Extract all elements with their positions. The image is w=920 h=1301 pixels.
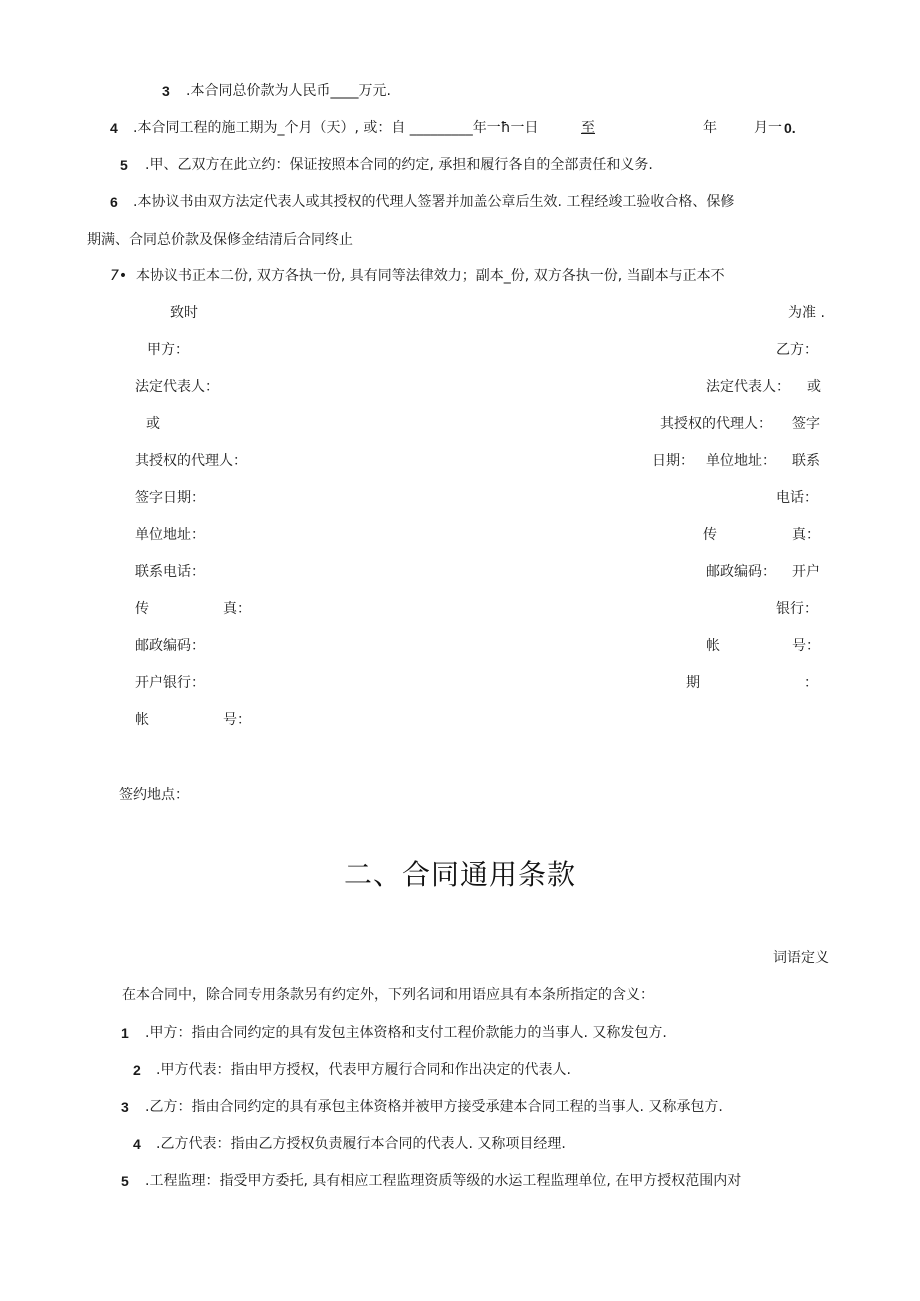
definition-item-text: .工程监理：指受甲方委托, 具有相应工程监理资质等级的水运工程监理单位, 在甲方授权范围内对: [145, 1173, 742, 1189]
party-b-agent-sign: 签字: [792, 416, 820, 432]
party-a-fax-a: 传: [135, 601, 149, 617]
party-b-period-a: 期: [686, 675, 700, 691]
party-b-fax-b: 真：: [792, 527, 820, 543]
party-b-postcode: 邮政编码：: [706, 564, 776, 580]
definition-item-number: 1: [121, 1025, 129, 1041]
clause-7-left: 致时: [170, 305, 198, 321]
clause-6-text: .本协议书由双方法定代表人或其授权的代理人签署并加盖公章后生效. 工程经竣工验收合格、保修: [133, 194, 735, 210]
definition-item-text: .甲方：指由合同约定的具有发包主体资格和支付工程价款能力的当事人. 又称发包方.: [145, 1025, 667, 1041]
party-a-address: 单位地址：: [135, 527, 205, 543]
party-b-address: 单位地址：: [706, 453, 776, 469]
clause-4-text: .本合同工程的施工期为_个月（天）, 或：自 _________年一ħ一日: [133, 120, 539, 136]
party-a-or: 或: [146, 416, 160, 432]
definition-item-number: 5: [121, 1173, 129, 1189]
party-a-postcode: 邮政编码：: [135, 638, 205, 654]
party-b-open: 开户: [792, 564, 820, 580]
party-b-account-b: 号：: [792, 638, 820, 654]
clause-4-month: 月一: [754, 120, 782, 136]
clause-7-text: 本协议书正本二份, 双方各执一份, 具有同等法律效力；副本_份, 双方各执一份, 当副本与正本不: [136, 268, 725, 284]
party-b-period-b: ：: [804, 675, 818, 691]
party-b-agent: 其授权的代理人：: [660, 416, 772, 432]
party-a-account-a: 帐: [135, 712, 149, 728]
party-b-contact: 联系: [792, 453, 820, 469]
party-b-title: 乙方：: [776, 342, 818, 358]
sign-place-label: 签约地点：: [119, 787, 189, 803]
definition-item-text: .甲方代表：指由甲方授权，代表甲方履行合同和作出决定的代表人.: [156, 1062, 571, 1078]
party-b-rep-or: 或: [807, 379, 821, 395]
party-b-account-a: 帐: [706, 638, 720, 654]
party-a-legal-rep: 法定代表人：: [135, 379, 219, 395]
definitions-heading: 词语定义: [773, 950, 829, 966]
party-a-bank: 开户银行：: [135, 675, 205, 691]
clause-5-text: .甲、乙双方在此立约：保证按照本合同的约定, 承担和履行各自的全部责任和义务.: [145, 157, 653, 173]
clause-6-number: 6: [110, 194, 118, 210]
section-title: 二、合同通用条款: [343, 858, 576, 891]
clause-4-to: 至: [581, 120, 595, 136]
definition-item-text: .乙方代表：指由乙方授权负责履行本合同的代表人. 又称项目经理.: [156, 1136, 566, 1152]
definition-item-number: 2: [133, 1062, 141, 1078]
clause-7-right: 为准 .: [788, 305, 825, 321]
clause-7-number: 7•: [110, 268, 128, 284]
clause-6-continuation: 期满、合同总价款及保修金结清后合同终止: [87, 232, 353, 248]
definitions-intro: 在本合同中，除合同专用条款另有约定外，下列名词和用语应具有本条所指定的含义：: [122, 987, 654, 1003]
clause-4-end: 0.: [784, 120, 796, 136]
clause-5-number: 5: [120, 157, 128, 173]
party-a-fax-b: 真：: [223, 601, 251, 617]
party-a-title: 甲方：: [147, 342, 189, 358]
party-a-agent: 其授权的代理人：: [135, 453, 247, 469]
party-b-legal-rep: 法定代表人：: [706, 379, 790, 395]
party-b-date: 日期：: [652, 453, 694, 469]
party-a-account-b: 号：: [223, 712, 251, 728]
party-a-sign-date: 签字日期：: [135, 490, 205, 506]
party-b-bank: 银行：: [776, 601, 818, 617]
party-b-phone: 电话：: [776, 490, 818, 506]
party-b-fax-a: 传: [703, 527, 717, 543]
definition-item-text: .乙方：指由合同约定的具有承包主体资格并被甲方接受承建本合同工程的当事人. 又称承包方.: [145, 1099, 723, 1115]
definition-item-number: 4: [133, 1136, 141, 1152]
clause-4-number: 4: [110, 120, 118, 136]
clause-3-number: 3: [162, 83, 170, 99]
definition-item-number: 3: [121, 1099, 129, 1115]
clause-4-year: 年: [703, 120, 717, 136]
party-a-phone: 联系电话：: [135, 564, 205, 580]
clause-3-text: .本合同总价款为人民币____万元.: [186, 83, 391, 99]
